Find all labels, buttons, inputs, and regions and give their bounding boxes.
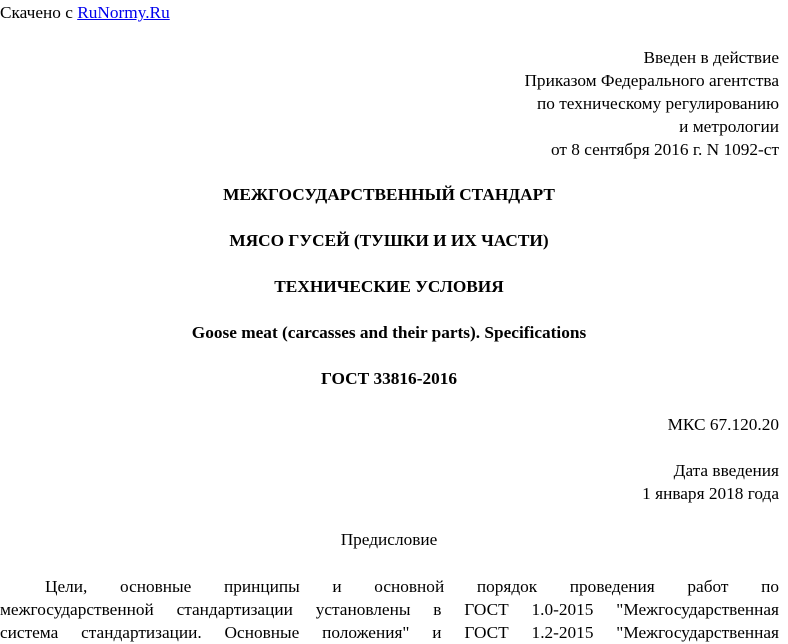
standard-type-heading: МЕЖГОСУДАРСТВЕННЫЙ СТАНДАРТ [223,185,555,204]
foreword-line-2: межгосударственной стандартизации установлены в ГОСТ 1.0-2015 "Межгосударственная [0,600,779,619]
english-title: Goose meat (carcasses and their parts). Specifications [191,323,587,342]
source-link[interactable]: RuNormy.Ru [77,3,170,22]
specifications-subtitle: ТЕХНИЧЕСКИЕ УСЛОВИЯ [274,277,504,296]
approval-line-2: Приказом Федерального агентства [524,71,779,90]
foreword-heading: Предисловие [340,530,438,549]
foreword-line-1: Цели, основные принципы и основной порядок проведения работ по [45,577,779,596]
approval-line-4: и метрологии [679,117,779,136]
introduction-date-value: 1 января 2018 года [642,484,779,503]
product-title: МЯСО ГУСЕЙ (ТУШКИ И ИХ ЧАСТИ) [229,231,549,250]
introduction-date-label: Дата введения [673,461,779,480]
standard-code: ГОСТ 33816-2016 [320,369,458,388]
approval-line-1: Введен в действие [643,48,779,67]
download-prefix: Скачено с [0,3,73,22]
download-source [0,3,170,23]
approval-line-5: от 8 сентября 2016 г. N 1092-ст [550,140,779,159]
foreword-line-3: система стандартизации. Основные положения" и ГОСТ 1.2-2015 "Межгосударственная [0,623,779,642]
approval-line-3: по техническому регулированию [537,94,779,113]
mks-code: МКС 67.120.20 [667,415,779,434]
